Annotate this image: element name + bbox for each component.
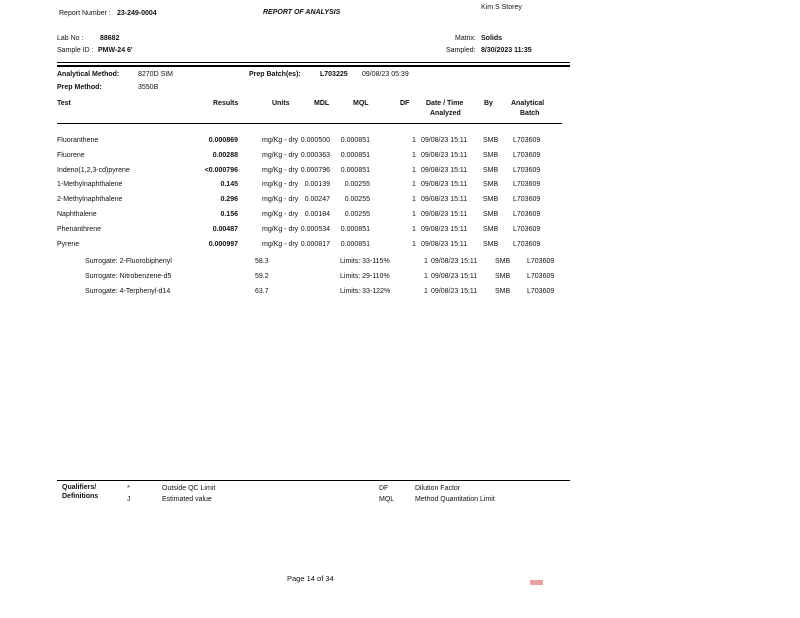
qualifier-definition: Outside QC Limit <box>162 485 216 492</box>
mdl-value: 0.000817 <box>300 240 330 248</box>
definition-symbol: DF <box>379 485 389 492</box>
divider <box>57 65 570 67</box>
analyst: SMB <box>483 240 499 248</box>
sampled-datetime: 8/30/2023 11:35 <box>481 47 532 54</box>
units: mg/Kg - dry <box>262 196 299 204</box>
analyst: SMB <box>495 288 511 295</box>
result-value: 0.145 <box>220 181 238 189</box>
analyzed-datetime: 09/08/23 15:11 <box>421 137 468 144</box>
analytical-batch: L703609 <box>527 258 555 265</box>
df-value: 1 <box>412 181 416 189</box>
mdl-value: 0.000500 <box>300 137 330 144</box>
mql-value: 0.000851 <box>340 166 370 174</box>
report-title: REPORT OF ANALYSIS <box>263 9 341 16</box>
analyst: SMB <box>483 225 499 233</box>
analyzed-datetime: 09/08/23 15:11 <box>421 225 468 233</box>
mql-value: 0.000851 <box>340 137 370 144</box>
col-mdl: MDL <box>314 100 330 107</box>
col-batch: Analytical <box>511 100 545 107</box>
sample-id: PMW-24 6' <box>98 47 133 54</box>
col-datetime-2: Analyzed <box>430 110 461 117</box>
analytical-batch: L703609 <box>513 240 541 248</box>
definition-symbol: MQL <box>379 496 395 503</box>
df-value: 1 <box>424 288 428 295</box>
test-name: 1-Methylnaphthalene <box>57 181 123 189</box>
analyst: SMB <box>483 151 499 159</box>
analyzed-datetime: 09/08/23 15:11 <box>421 181 468 189</box>
analyst: SMB <box>483 137 499 144</box>
result-value: <0.000796 <box>204 166 238 174</box>
mql-value: 0.00255 <box>344 211 370 218</box>
mql-value: 0.000851 <box>340 240 370 248</box>
col-df: DF <box>400 100 410 107</box>
prep-batch-date: 09/08/23 05:39 <box>362 71 409 78</box>
surrogate-result: 59.2 <box>255 273 269 280</box>
surrogate-name: Surrogate: 2-Fluorobiphenyl <box>85 258 172 265</box>
result-value: 0.296 <box>220 196 238 204</box>
analyzed-datetime: 09/08/23 15:11 <box>431 288 478 295</box>
definition-text: Dilution Factor <box>415 485 461 492</box>
col-mql: MQL <box>353 100 369 107</box>
surrogate-result: 63.7 <box>255 288 269 295</box>
surrogate-name: Surrogate: 4-Terphenyl-d14 <box>85 288 171 295</box>
divider <box>57 123 562 124</box>
sampled-label: Sampled: <box>446 47 476 54</box>
analytical-batch: L703609 <box>513 225 541 233</box>
analytical-batch: L703609 <box>527 273 555 280</box>
analytical-batch: L703609 <box>527 288 555 295</box>
analytical-batch: L703609 <box>513 181 541 189</box>
test-name: Indeno(1,2,3-cd)pyrene <box>57 166 130 174</box>
mdl-value: 0.000796 <box>300 166 330 174</box>
units: mg/Kg - dry <box>262 225 299 233</box>
qualifier-definition: Estimated value <box>162 496 212 503</box>
analytical-batch: L703609 <box>513 151 541 159</box>
df-value: 1 <box>412 211 416 218</box>
prep-batch: L703225 <box>320 71 348 78</box>
analyst: SMB <box>483 196 499 204</box>
mdl-value: 0.00139 <box>304 181 330 189</box>
report-number: 23-249-0004 <box>117 10 157 17</box>
surrogate-limits: Limits: 29-110% <box>340 273 390 280</box>
surrogate-result: 58.3 <box>255 258 269 265</box>
df-value: 1 <box>424 273 428 280</box>
df-value: 1 <box>412 225 416 233</box>
test-name: 2-Methylnaphthalene <box>57 196 123 204</box>
signer-name: Kim S Storey <box>481 4 522 11</box>
qualifier-symbol: J <box>127 496 131 503</box>
analyzed-datetime: 09/08/23 15:11 <box>431 273 478 280</box>
df-value: 1 <box>412 196 416 204</box>
mdl-value: 0.000534 <box>300 225 330 233</box>
mdl-value: 0.00184 <box>304 211 330 218</box>
col-datetime: Date / Time <box>426 100 464 107</box>
lab-no-label: Lab No : <box>57 35 84 42</box>
units: mg/Kg - dry <box>262 166 299 174</box>
col-test: Test <box>57 100 71 107</box>
definition-text: Method Quantitation Limit <box>415 496 495 503</box>
report-number-label: Report Number : <box>59 10 111 17</box>
analyst: SMB <box>483 181 499 189</box>
analytical-batch: L703609 <box>513 137 541 144</box>
mdl-value: 0.000363 <box>300 151 330 159</box>
analytical-batch: L703609 <box>513 166 541 174</box>
analytical-batch: L703609 <box>513 211 541 218</box>
lab-no: 88682 <box>100 35 120 42</box>
analytical-method-label: Analytical Method: <box>57 71 120 78</box>
df-value: 1 <box>412 137 416 144</box>
units: mg/Kg - dry <box>262 151 299 159</box>
units: mg/Kg - dry <box>262 137 299 144</box>
result-value: 0.00487 <box>212 225 238 233</box>
mql-value: 0.00255 <box>344 196 370 204</box>
analyst: SMB <box>483 166 499 174</box>
result-value: 0.000869 <box>208 137 238 144</box>
mql-value: 0.000851 <box>340 151 370 159</box>
units: mg/Kg - dry <box>262 181 299 189</box>
mdl-value: 0.00247 <box>304 196 330 204</box>
analyzed-datetime: 09/08/23 15:11 <box>421 151 468 159</box>
col-results: Results <box>213 100 239 107</box>
page-number: Page 14 of 34 <box>287 574 334 583</box>
prep-batch-label: Prep Batch(es): <box>249 71 301 78</box>
df-value: 1 <box>412 240 416 248</box>
units: mg/Kg - dry <box>262 240 299 248</box>
analyzed-datetime: 09/08/23 15:11 <box>421 196 468 204</box>
divider <box>57 62 570 63</box>
analyst: SMB <box>483 211 499 218</box>
analytical-method: 8270D SIM <box>138 71 174 78</box>
qualifier-symbol: * <box>127 485 130 492</box>
units: mg/Kg - dry <box>262 211 299 218</box>
qualifiers-label: Qualifiers/ <box>62 484 97 491</box>
stamp-mark <box>530 580 543 585</box>
test-name: Fluorene <box>57 151 85 159</box>
df-value: 1 <box>412 151 416 159</box>
prep-method: 3550B <box>138 84 159 91</box>
mql-value: 0.00255 <box>344 181 370 189</box>
col-batch-2: Batch <box>520 110 540 117</box>
df-value: 1 <box>412 166 416 174</box>
analyzed-datetime: 09/08/23 15:11 <box>421 211 468 218</box>
analyzed-datetime: 09/08/23 15:11 <box>431 258 478 265</box>
analyst: SMB <box>495 273 511 280</box>
surrogate-limits: Limits: 33-115% <box>340 258 390 265</box>
df-value: 1 <box>424 258 428 265</box>
result-value: 0.156 <box>220 211 238 218</box>
analyzed-datetime: 09/08/23 15:11 <box>421 240 468 248</box>
analyzed-datetime: 09/08/23 15:11 <box>421 166 468 174</box>
matrix: Solids <box>481 35 503 42</box>
result-value: 0.000997 <box>208 240 238 248</box>
surrogate-limits: Limits: 33-122% <box>340 288 391 295</box>
definitions-label: Definitions <box>62 493 99 500</box>
test-name: Phenanthrene <box>57 225 101 233</box>
result-value: 0.00288 <box>212 151 238 159</box>
test-name: Naphthalene <box>57 211 97 218</box>
col-by: By <box>484 100 493 107</box>
analyst: SMB <box>495 258 511 265</box>
sample-id-label: Sample ID : <box>57 47 94 54</box>
prep-method-label: Prep Method: <box>57 84 102 91</box>
mql-value: 0.000851 <box>340 225 370 233</box>
analytical-batch: L703609 <box>513 196 541 204</box>
divider <box>57 480 570 481</box>
test-name: Pyrene <box>57 240 80 248</box>
surrogate-name: Surrogate: Nitrobenzene-d5 <box>85 273 172 280</box>
test-name: Fluoranthene <box>57 137 99 144</box>
matrix-label: Matrix: <box>455 35 476 42</box>
col-units: Units <box>272 100 290 107</box>
